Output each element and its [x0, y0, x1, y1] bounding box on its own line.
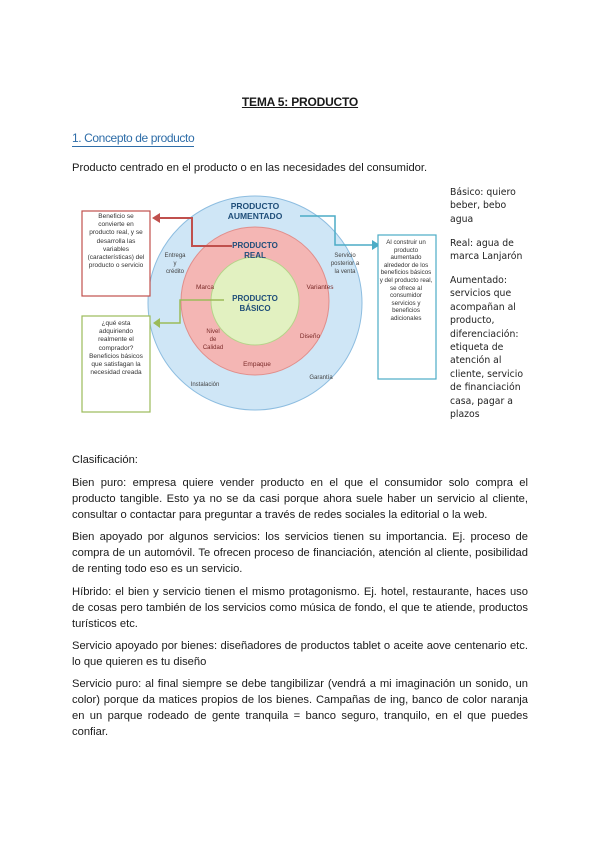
clasificacion-heading: Clasificación: [72, 454, 138, 466]
middle-item-diseno: Diseño [299, 333, 321, 340]
page-title: TEMA 5: PRODUCTO [241, 95, 359, 109]
side-note-basico: Básico: quiero beber, bebo agua [450, 187, 516, 225]
intro-text: Producto centrado en el producto o en las necesidades del consumidor. [72, 162, 428, 174]
clasificacion-item-hibrido: Híbrido: el bien y servicio tienen el mismo protagonismo. Ej. hotel, restaurante, haces uso de cosas pero también de los servicios como música de fondo, el que te atiende, productos turísticos etc. [72, 586, 528, 630]
ring-inner-label: PRODUCTO BÁSICO [232, 294, 278, 313]
outer-item-garantia: Garantía [309, 375, 333, 381]
clasificacion-item-servicio-apoyado: Servicio apoyado por bienes: diseñadores de productos tablet o aceite aove centenario etc. lo que quieren es tu diseño [72, 640, 528, 668]
box-left-bottom-text: ¿qué esta adquiriendo realmente el comprador? Beneficios básicos que satisfagan la necesidad creada [89, 320, 143, 377]
clasificacion-item-bien-puro: Bien puro: empresa quiere vender producto en el que el consumidor solo compra el producto tangible. Esto ya no se da casi porque ahora suele haber un servicio al cliente, consultar o contactar para preguntar a través de redes sociales la editorial o la web. [72, 477, 528, 521]
clasificacion-item-servicio-puro: Servicio puro: al final siempre se debe tangibilizar (vendrá a mi imaginación un sonido, un color) porque da matices propios de los bienes. Campañas de ing, banco de color naranja en un parque rodeado de gente tranquila = banco seguro, tranquilo, en el que puedes confiar. [72, 678, 528, 738]
ring-outer-label: PRODUCTO AUMENTADO [227, 201, 283, 221]
middle-item-marca: Marca [195, 284, 215, 291]
outer-item-instalacion: Instalación [190, 382, 220, 388]
clasificacion-item-bien-apoyado: Bien apoyado por algunos servicios: los servicios tienen su importancia. Ej. proceso de compra de un automóvil. Te ofrecen proceso de financiación, atención al cliente, posibilidad de renting todo eso es un servicio. [72, 531, 528, 575]
outer-item-entrega: Entrega y crédito [164, 253, 186, 275]
outer-item-servicio: Servicio posterior a la venta [330, 253, 360, 275]
box-left-top-text: Beneficio se convierte en producto real, y se desarrolla las variables (características) del producto o servicio [87, 213, 145, 270]
ring-middle-label: PRODUCTO REAL [232, 241, 278, 260]
middle-item-nivel: Nivel de Calidad [202, 329, 224, 351]
side-note-real: Real: agua de marca Lanjarón [450, 238, 523, 263]
section-heading: 1. Concepto de producto [72, 131, 195, 145]
middle-item-variantes: Variantes [306, 284, 334, 291]
red-arrowhead [152, 213, 160, 223]
box-right-text: Al construir un producto aumentado alrededor de los beneficios básicos y del producto real, se ofrece al consumidor servicios y beneficios adicionales [379, 239, 433, 322]
middle-item-empaque: Empaque [243, 361, 271, 368]
side-note-aumentado: Aumentado: servicios que acompañan al producto, diferenciación: etiqueta de atención al cliente, servicio de financiación casa, pagar a plazos [450, 275, 524, 421]
